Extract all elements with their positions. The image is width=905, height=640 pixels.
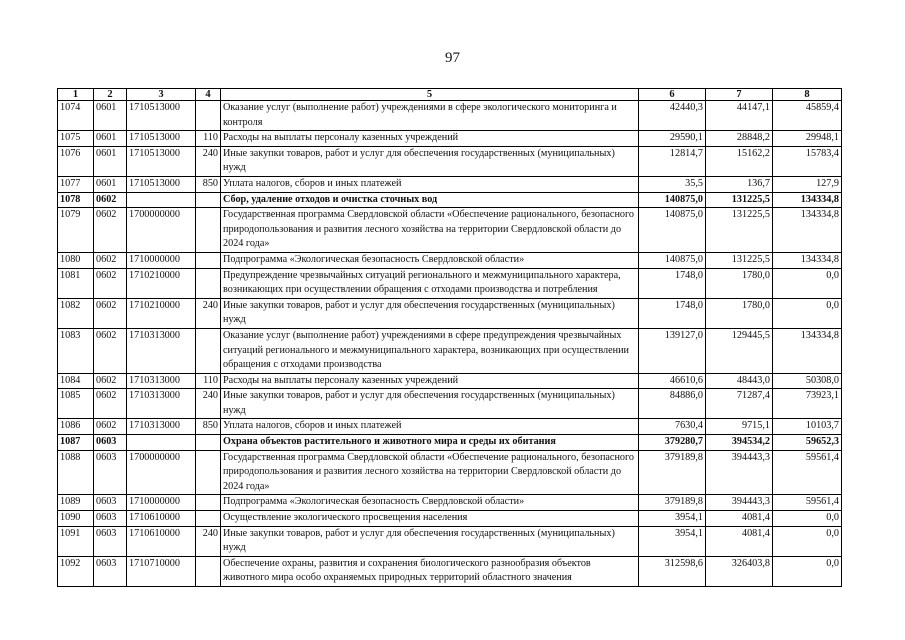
amount-year3-cell: 59561,4 (773, 450, 842, 495)
target-article-cell: 1710513000 (127, 146, 196, 176)
table-row (58, 298, 842, 328)
amount-year1-cell: 379189,8 (639, 495, 706, 511)
amount-year3-cell: 0,0 (773, 298, 842, 328)
target-article-cell: 1710313000 (127, 373, 196, 389)
table-row (58, 328, 842, 373)
amount-year1-cell: 140875,0 (639, 252, 706, 268)
description-cell: Обеспечение охраны, развития и сохранения биологического разнообразия объектов животного мира особо охраняемых природных территорий областного значения (221, 556, 639, 586)
expense-type-cell: 110 (196, 131, 221, 147)
row-number-cell: 1074 (58, 101, 94, 131)
table-row (58, 131, 842, 147)
amount-year1-cell: 140875,0 (639, 208, 706, 253)
section-code-cell: 0602 (94, 328, 127, 373)
target-article-cell: 1710513000 (127, 176, 196, 192)
description-cell: Предупреждение чрезвычайных ситуаций регионального и межмуниципального характера, возникающих при осуществлении обращения с отходами производства и потребления (221, 268, 639, 298)
section-code-cell: 0602 (94, 373, 127, 389)
amount-year3-cell: 29948,1 (773, 131, 842, 147)
amount-year2-cell: 44147,1 (706, 101, 773, 131)
expense-type-cell (196, 450, 221, 495)
description-cell: Расходы на выплаты персоналу казенных учреждений (221, 131, 639, 147)
amount-year3-cell: 0,0 (773, 556, 842, 586)
description-cell: Иные закупки товаров, работ и услуг для обеспечения государственных (муниципальных) нужд (221, 298, 639, 328)
amount-year3-cell: 134334,8 (773, 192, 842, 208)
row-number-cell: 1087 (58, 435, 94, 451)
amount-year2-cell: 131225,5 (706, 208, 773, 253)
row-number-cell: 1080 (58, 252, 94, 268)
section-code-cell: 0603 (94, 450, 127, 495)
target-article-cell: 1700000000 (127, 208, 196, 253)
table-body (58, 101, 842, 587)
target-article-cell: 1710000000 (127, 252, 196, 268)
row-number-cell: 1079 (58, 208, 94, 253)
amount-year1-cell: 7630,4 (639, 419, 706, 435)
section-code-cell: 0601 (94, 131, 127, 147)
amount-year3-cell: 10103,7 (773, 419, 842, 435)
expense-type-cell: 110 (196, 373, 221, 389)
description-cell: Оказание услуг (выполнение работ) учреждениями в сфере предупреждения чрезвычайных ситуаций регионального и межмуниципального характера, возникающих при осуществлении обращения с отходами производства (221, 328, 639, 373)
amount-year1-cell: 379189,8 (639, 450, 706, 495)
row-number-cell: 1076 (58, 146, 94, 176)
section-code-cell: 0601 (94, 176, 127, 192)
target-article-cell: 1710610000 (127, 511, 196, 527)
amount-year1-cell: 3954,1 (639, 526, 706, 556)
col-header-4: 4 (196, 89, 221, 101)
description-cell: Подпрограмма «Экологическая безопасность Свердловской области» (221, 252, 639, 268)
amount-year2-cell: 4081,4 (706, 526, 773, 556)
section-code-cell: 0603 (94, 495, 127, 511)
target-article-cell (127, 435, 196, 451)
expense-type-cell: 850 (196, 176, 221, 192)
section-code-cell: 0602 (94, 419, 127, 435)
target-article-cell: 1710513000 (127, 101, 196, 131)
amount-year2-cell: 131225,5 (706, 252, 773, 268)
target-article-cell: 1710313000 (127, 389, 196, 419)
amount-year3-cell: 50308,0 (773, 373, 842, 389)
amount-year1-cell: 1748,0 (639, 298, 706, 328)
description-cell: Осуществление экологического просвещения населения (221, 511, 639, 527)
row-number-cell: 1086 (58, 419, 94, 435)
description-cell: Подпрограмма «Экологическая безопасность Свердловской области» (221, 495, 639, 511)
row-number-cell: 1092 (58, 556, 94, 586)
row-number-cell: 1089 (58, 495, 94, 511)
table-row (58, 373, 842, 389)
target-article-cell: 1710610000 (127, 526, 196, 556)
amount-year1-cell: 35,5 (639, 176, 706, 192)
description-cell: Иные закупки товаров, работ и услуг для обеспечения государственных (муниципальных) нужд (221, 146, 639, 176)
target-article-cell: 1710313000 (127, 419, 196, 435)
amount-year2-cell: 4081,4 (706, 511, 773, 527)
col-header-7: 7 (706, 89, 773, 101)
section-code-cell: 0603 (94, 526, 127, 556)
amount-year3-cell: 0,0 (773, 511, 842, 527)
col-header-6: 6 (639, 89, 706, 101)
amount-year2-cell: 394443,3 (706, 495, 773, 511)
expense-type-cell: 850 (196, 419, 221, 435)
target-article-cell (127, 192, 196, 208)
target-article-cell: 1700000000 (127, 450, 196, 495)
col-header-8: 8 (773, 89, 842, 101)
amount-year1-cell: 140875,0 (639, 192, 706, 208)
amount-year3-cell: 134334,8 (773, 328, 842, 373)
expense-type-cell (196, 208, 221, 253)
table-row (58, 208, 842, 253)
section-code-cell: 0602 (94, 389, 127, 419)
amount-year2-cell: 394534,2 (706, 435, 773, 451)
amount-year3-cell: 0,0 (773, 526, 842, 556)
budget-table (57, 88, 842, 587)
amount-year3-cell: 127,9 (773, 176, 842, 192)
description-cell: Иные закупки товаров, работ и услуг для обеспечения государственных (муниципальных) нужд (221, 526, 639, 556)
table-row (58, 268, 842, 298)
amount-year2-cell: 394443,3 (706, 450, 773, 495)
description-cell: Уплата налогов, сборов и иных платежей (221, 176, 639, 192)
amount-year2-cell: 28848,2 (706, 131, 773, 147)
expense-type-cell (196, 328, 221, 373)
expense-type-cell (196, 252, 221, 268)
expense-type-cell: 240 (196, 146, 221, 176)
amount-year3-cell: 0,0 (773, 268, 842, 298)
row-number-cell: 1075 (58, 131, 94, 147)
table-row (58, 176, 842, 192)
expense-type-cell (196, 556, 221, 586)
amount-year3-cell: 45859,4 (773, 101, 842, 131)
amount-year3-cell: 59561,4 (773, 495, 842, 511)
expense-type-cell (196, 511, 221, 527)
amount-year3-cell: 73923,1 (773, 389, 842, 419)
expense-type-cell (196, 495, 221, 511)
amount-year2-cell: 1780,0 (706, 268, 773, 298)
expense-type-cell (196, 101, 221, 131)
table-row (58, 252, 842, 268)
amount-year1-cell: 46610,6 (639, 373, 706, 389)
amount-year1-cell: 84886,0 (639, 389, 706, 419)
description-cell: Охрана объектов растительного и животного мира и среды их обитания (221, 435, 639, 451)
amount-year2-cell: 129445,5 (706, 328, 773, 373)
section-code-cell: 0602 (94, 208, 127, 253)
section-code-cell: 0603 (94, 511, 127, 527)
table-row (58, 435, 842, 451)
amount-year1-cell: 3954,1 (639, 511, 706, 527)
amount-year2-cell: 131225,5 (706, 192, 773, 208)
expense-type-cell (196, 192, 221, 208)
col-header-1: 1 (58, 89, 94, 101)
description-cell: Иные закупки товаров, работ и услуг для обеспечения государственных (муниципальных) нужд (221, 389, 639, 419)
row-number-cell: 1083 (58, 328, 94, 373)
section-code-cell: 0603 (94, 435, 127, 451)
row-number-cell: 1077 (58, 176, 94, 192)
section-code-cell: 0603 (94, 556, 127, 586)
amount-year2-cell: 15162,2 (706, 146, 773, 176)
table-row (58, 450, 842, 495)
section-code-cell: 0602 (94, 192, 127, 208)
col-header-2: 2 (94, 89, 127, 101)
amount-year3-cell: 134334,8 (773, 208, 842, 253)
table-row (58, 495, 842, 511)
amount-year3-cell: 134334,8 (773, 252, 842, 268)
amount-year2-cell: 136,7 (706, 176, 773, 192)
row-number-cell: 1090 (58, 511, 94, 527)
amount-year2-cell: 326403,8 (706, 556, 773, 586)
row-number-cell: 1082 (58, 298, 94, 328)
expense-type-cell: 240 (196, 526, 221, 556)
description-cell: Сбор, удаление отходов и очистка сточных вод (221, 192, 639, 208)
description-cell: Государственная программа Свердловской области «Обеспечение рационального, безопасного природопользования и развития лесного хозяйства на территории Свердловской области до 2024 года» (221, 208, 639, 253)
amount-year2-cell: 9715,1 (706, 419, 773, 435)
description-cell: Расходы на выплаты персоналу казенных учреждений (221, 373, 639, 389)
description-cell: Уплата налогов, сборов и иных платежей (221, 419, 639, 435)
col-header-5: 5 (221, 89, 639, 101)
section-code-cell: 0602 (94, 298, 127, 328)
table-row (58, 419, 842, 435)
target-article-cell: 1710000000 (127, 495, 196, 511)
table-row (58, 192, 842, 208)
amount-year2-cell: 71287,4 (706, 389, 773, 419)
table-row (58, 556, 842, 586)
table-row (58, 101, 842, 131)
row-number-cell: 1081 (58, 268, 94, 298)
amount-year1-cell: 29590,1 (639, 131, 706, 147)
table-header-row (58, 89, 842, 101)
page-number: 97 (445, 50, 460, 66)
target-article-cell: 1710210000 (127, 298, 196, 328)
amount-year1-cell: 379280,7 (639, 435, 706, 451)
row-number-cell: 1088 (58, 450, 94, 495)
table-row (58, 526, 842, 556)
section-code-cell: 0601 (94, 101, 127, 131)
row-number-cell: 1091 (58, 526, 94, 556)
amount-year1-cell: 1748,0 (639, 268, 706, 298)
amount-year1-cell: 139127,0 (639, 328, 706, 373)
section-code-cell: 0601 (94, 146, 127, 176)
amount-year3-cell: 59652,3 (773, 435, 842, 451)
col-header-3: 3 (127, 89, 196, 101)
table-row (58, 389, 842, 419)
target-article-cell: 1710710000 (127, 556, 196, 586)
row-number-cell: 1084 (58, 373, 94, 389)
amount-year1-cell: 42440,3 (639, 101, 706, 131)
target-article-cell: 1710513000 (127, 131, 196, 147)
amount-year3-cell: 15783,4 (773, 146, 842, 176)
expense-type-cell: 240 (196, 389, 221, 419)
amount-year1-cell: 12814,7 (639, 146, 706, 176)
table-row (58, 146, 842, 176)
table-row (58, 511, 842, 527)
amount-year1-cell: 312598,6 (639, 556, 706, 586)
section-code-cell: 0602 (94, 268, 127, 298)
expense-type-cell (196, 435, 221, 451)
target-article-cell: 1710313000 (127, 328, 196, 373)
row-number-cell: 1078 (58, 192, 94, 208)
target-article-cell: 1710210000 (127, 268, 196, 298)
amount-year2-cell: 48443,0 (706, 373, 773, 389)
expense-type-cell (196, 268, 221, 298)
description-cell: Государственная программа Свердловской области «Обеспечение рационального, безопасного природопользования и развития лесного хозяйства на территории Свердловской области до 2024 года» (221, 450, 639, 495)
description-cell: Оказание услуг (выполнение работ) учреждениями в сфере экологического мониторинга и контроля (221, 101, 639, 131)
row-number-cell: 1085 (58, 389, 94, 419)
section-code-cell: 0602 (94, 252, 127, 268)
expense-type-cell: 240 (196, 298, 221, 328)
amount-year2-cell: 1780,0 (706, 298, 773, 328)
